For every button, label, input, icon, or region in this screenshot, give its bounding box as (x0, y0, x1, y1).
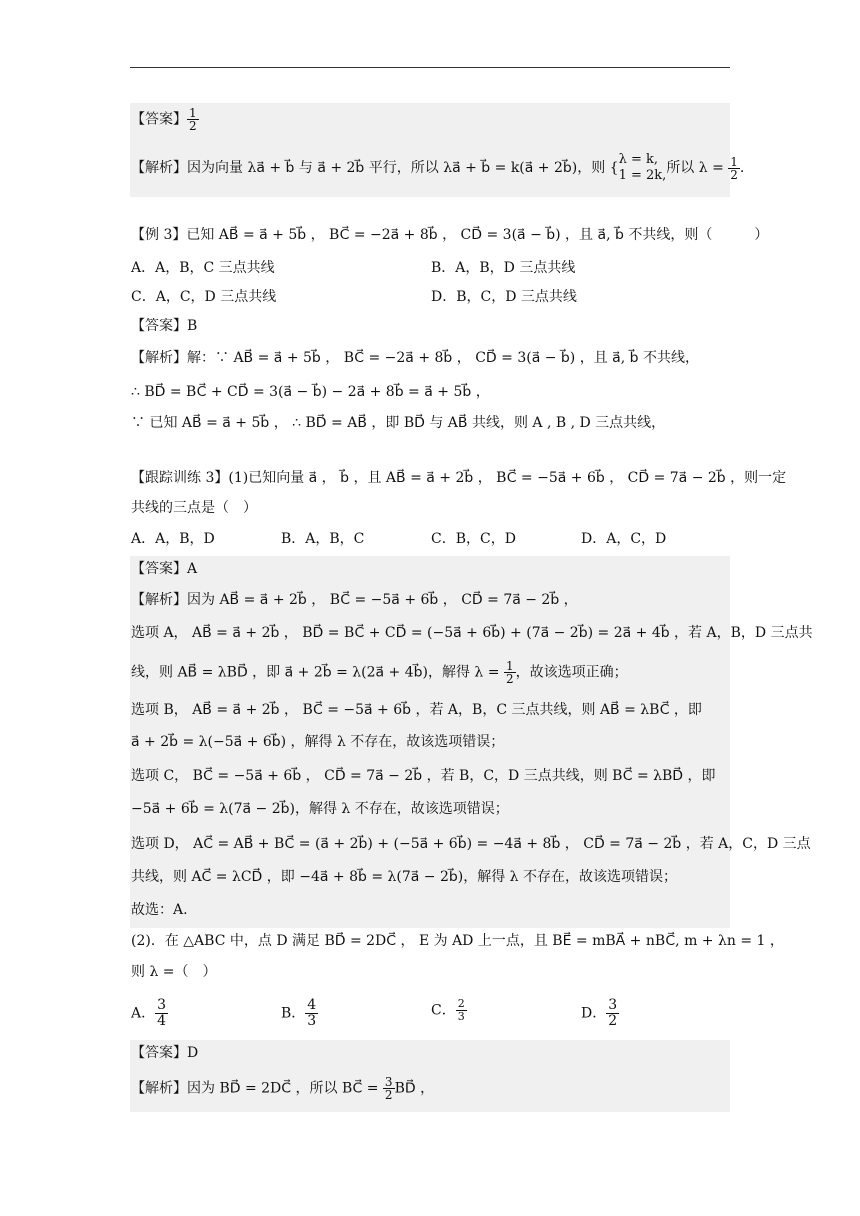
training3-option-d: D．A，C，D (581, 531, 667, 547)
question2-line-1: (2)．在 △ABC 中，点 D 满足 BD⃗ = 2DC⃗ ， E 为 AD 上一点，且 BE⃗ = mBA⃗ + nBC⃗, m + λn = 1 ， (131, 933, 784, 949)
question2-option-a: A． $\frac{3}{4}$ (131, 997, 167, 1029)
example3-option-a: A．A，B，C 三点共线 (131, 260, 275, 276)
analysis-line: 【解析】因为向量 λa⃗ + b⃗ 与 a⃗ + 2b⃗ 平行，所以 λa⃗ + b⃗ = k(a⃗ + 2b⃗)，则 { λ = k, 1 = 2k, 所以 λ = $\frac{1}{2}$ . (131, 152, 745, 183)
example3-analysis-3: ∵ 已知 AB⃗ = a⃗ + 5b⃗ ， ∴ BD⃗ = AB⃗ ，即 BD⃗ 与 AB⃗ 共线，则 A , B , D 三点共线， (131, 415, 666, 431)
training3-question-1: 【跟踪训练 3】(1)已知向量 a⃗ ， b⃗ ，且 AB⃗ = a⃗ + 2b⃗ ， BC⃗ = −5a⃗ + 6b⃗ ， CD⃗ = 7a⃗ − 2b⃗ ，则一定 (131, 470, 787, 486)
training3-analysis-9: 故选：A. (131, 902, 188, 918)
training3-analysis-6: −5a⃗ + 6b⃗ = λ(7a⃗ − 2b⃗)，解得 λ 不存在，故该选项错误； (131, 801, 509, 817)
training3-analysis-3: 选项 B， AB⃗ = a⃗ + 2b⃗ ， BC⃗ = −5a⃗ + 6b⃗ ，若 A，B，C 三点共线，则 AB⃗ = λBC⃗ ，即 (131, 702, 702, 718)
header-rule (130, 67, 730, 68)
question2-line-2: 则 λ =（ ） (131, 964, 217, 980)
training3-analysis-2: 选项 A， AB⃗ = a⃗ + 2b⃗ ， BD⃗ = BC⃗ + CD⃗ = (−5a⃗ + 6b⃗) + (7a⃗ − 2b⃗) = 2a⃗ + 4b⃗ ，若 A，B，D 三点共 (131, 625, 813, 641)
training3-option-c: C．B，C，D (431, 531, 516, 547)
training3-question-2: 共线的三点是（ ） (131, 500, 257, 516)
question2-option-d: D． $\frac{3}{2}$ (581, 997, 618, 1029)
training3-option-b: B．A，B，C (281, 531, 365, 547)
answer-line: 【答案】 $\frac{1}{2}$ (131, 106, 197, 133)
question2-option-b: B． $\frac{4}{3}$ (281, 997, 317, 1029)
equation-system: λ = k, 1 = 2k, (618, 152, 667, 183)
example3-option-d: D．B，C，D 三点共线 (431, 289, 577, 305)
example3-answer: 【答案】B (131, 318, 198, 334)
question2-option-c: C． $\frac{2}{3}$ (431, 997, 465, 1023)
example3-option-b: B．A，B，D 三点共线 (431, 260, 576, 276)
training3-analysis-7: 选项 D， AC⃗ = AB⃗ + BC⃗ = (a⃗ + 2b⃗) + (−5a⃗ + 6b⃗) = −4a⃗ + 8b⃗ ， CD⃗ = 7a⃗ − 2b⃗ ，若 A，C，D 三点 (131, 836, 811, 852)
training3-analysis-a-result: 线，则 AB⃗ = λBD⃗ ，即 a⃗ + 2b⃗ = λ(2a⃗ + 4b⃗)，解得 λ = $\frac{1}{2}$ ，故该选项正确； (131, 659, 628, 686)
training3-analysis-5: 选项 C， BC⃗ = −5a⃗ + 6b⃗ ， CD⃗ = 7a⃗ − 2b⃗ ，若 B，C，D 三点共线，则 BC⃗ = λBD⃗ ，即 (131, 768, 716, 784)
example3-analysis-2: ∴ BD⃗ = BC⃗ + CD⃗ = 3(a⃗ − b⃗) − 2a⃗ + 8b⃗ = a⃗ + 5b⃗ ， (131, 384, 490, 400)
question2-analysis: 【解析】因为 BD⃗ = 2DC⃗ ，所以 BC⃗ = $\frac{3}{2}$ BD⃗ ， (131, 1075, 435, 1102)
example3-analysis-1: 【解析】解：∵ AB⃗ = a⃗ + 5b⃗ ， BC⃗ = −2a⃗ + 8b⃗ ， CD⃗ = 3(a⃗ − b⃗) ，且 a⃗, b⃗ 不共线， (131, 350, 699, 366)
training3-analysis-4: a⃗ + 2b⃗ = λ(−5a⃗ + 6b⃗) ，解得 λ 不存在，故该选项错误； (131, 734, 505, 750)
training3-answer: 【答案】A (131, 561, 198, 577)
question2-answer: 【答案】D (131, 1045, 199, 1061)
example3-question: 【例 3】已知 AB⃗ = a⃗ + 5b⃗ ， BC⃗ = −2a⃗ + 8b⃗ ， CD⃗ = 3(a⃗ − b⃗) ，且 a⃗, b⃗ 不共线，则（ ） (131, 227, 769, 243)
training3-analysis-8: 共线，则 AC⃗ = λCD⃗ ，即 −4a⃗ + 8b⃗ = λ(7a⃗ − 2b⃗)，解得 λ 不存在，故该选项错误； (131, 869, 677, 885)
training3-option-a: A．A，B，D (131, 531, 215, 547)
training3-analysis-1: 【解析】因为 AB⃗ = a⃗ + 2b⃗ ， BC⃗ = −5a⃗ + 6b⃗ ， CD⃗ = 7a⃗ − 2b⃗ ， (131, 592, 578, 608)
answer-fraction: $\frac{1}{2}$ (189, 106, 197, 133)
example3-option-c: C．A，C，D 三点共线 (131, 289, 277, 305)
